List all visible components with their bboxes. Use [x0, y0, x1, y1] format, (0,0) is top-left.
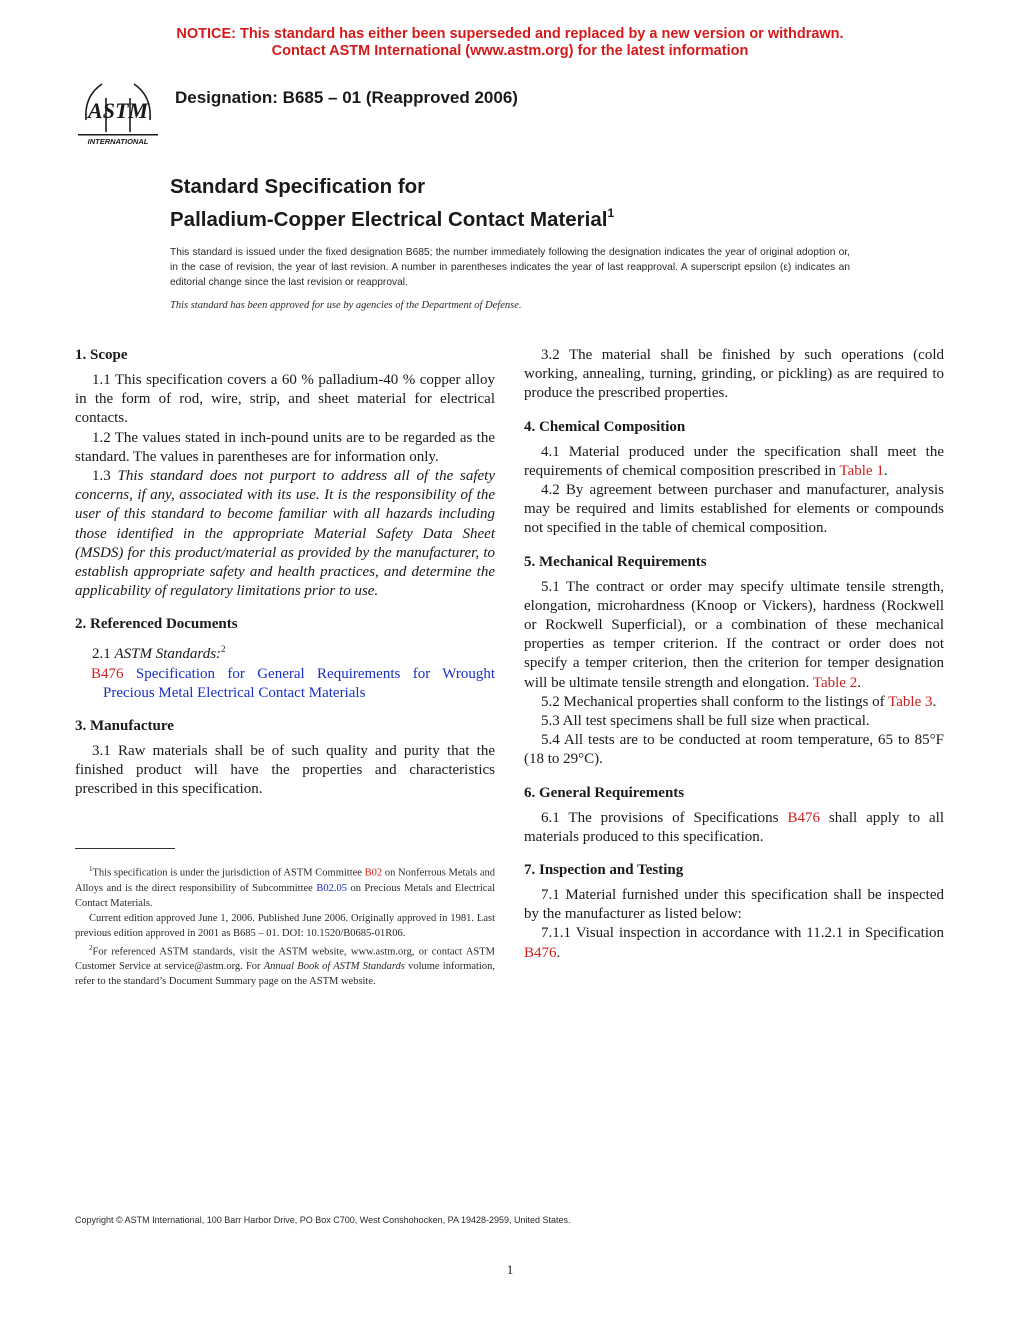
footnote-ref-2[interactable]: 2 [221, 644, 226, 655]
paragraph-4-1 [524, 443, 944, 481]
section-heading: 4. Chemical Composition [524, 418, 686, 435]
text: on Nonferrous Metals and Alloys and is the direct responsibility of Subcommittee [75, 867, 495, 894]
astm-standards-label: ASTM Standards: [114, 646, 222, 663]
paragraph-5-3: 5.3 All test specimens shall be full size when practical. [541, 713, 870, 730]
text: 5.2 Mechanical properties shall conform to the listings of [541, 693, 889, 710]
text: . [857, 674, 861, 691]
footnote-divider [75, 848, 175, 849]
paragraph-3-1: 3.1 Raw materials shall be of such quality and purity that the finished product will have the properties and characteristics prescribed in this specification. [75, 743, 495, 798]
section-scope [75, 346, 495, 601]
paragraph-1-1: 1.1 This specification covers a 60 % palladium-40 % copper alloy in the form of rod, wire, strip, and sheet material for electrical contacts. [75, 372, 495, 427]
footnote-marker: 2 [89, 943, 93, 952]
left-column [75, 346, 495, 814]
page-number: 1 [506, 1262, 514, 1277]
section-general-requirements [524, 784, 944, 847]
text: on Precious Metals and Electrical Contact Materials. [75, 882, 495, 909]
copyright: Copyright © ASTM International, 100 Barr Harbor Drive, PO Box C700, West Conshohocken, PA 19428-2959, United States. [75, 1215, 571, 1225]
footnote-marker: 1 [89, 865, 93, 873]
logo-subtext: INTERNATIONAL [87, 137, 149, 146]
text: 5.1 The contract or order may specify ultimate tensile strength, elongation, microhardness (Knoop or Vickers), hardness (Rockwell or Rockwell Superficial), or a combination of these mechanical properties as temper criterion. If the contract or order does not specify a temper criterion, then the criterion for temper designation will be ultimate tensile strength and elongation. [524, 578, 944, 691]
text: 6.1 The provisions of Specifications [541, 809, 788, 826]
paragraph-5-2 [524, 693, 944, 712]
notice-line-2: Contact ASTM International (www.astm.org) for the latest information [271, 43, 749, 59]
astm-logo [76, 76, 160, 148]
logo-text: ASTM [88, 98, 148, 123]
section-manufacture [75, 717, 495, 800]
table-3-link[interactable]: Table 3 [888, 693, 933, 710]
paragraph-1-2: 1.2 The values stated in inch-pound units are to be regarded as the standard. The values in parentheses are for information only. [75, 429, 495, 465]
annual-book-title: Annual Book of ASTM Standards [263, 961, 405, 972]
paragraph-6-1 [524, 809, 944, 847]
safety-caveat: This standard does not purport to address all of the safety concerns, if any, associated with its use. It is the responsibility of the user of this standard to become familiar with all hazards including those identified in the appropriate Material Safety Data Sheet (MSDS) for this product/material as provided by the manufacturer, to establish appropriate safety and health practices, and determine the applicability of regulatory limitations prior to use. [75, 468, 496, 600]
text: For referenced ASTM standards, visit the ASTM website, www.astm.org, or contact ASTM Customer Service at service@astm.org. For [75, 946, 495, 972]
text: 7.1.1 Visual inspection in accordance with 11.2.1 in Specification [541, 925, 944, 942]
committee-b02-link[interactable]: B02 [364, 867, 383, 879]
b476-link[interactable]: B476 [787, 809, 820, 826]
text: volume information, refer to the standard’s Document Summary page on the ASTM website. [75, 961, 495, 987]
section-heading: 2. Referenced Documents [75, 616, 238, 633]
text: shall apply to all materials produced to this specification. [524, 809, 944, 845]
paragraph-number: 1.3 [92, 468, 111, 485]
section-chemical-composition [524, 418, 944, 539]
section-heading: 7. Inspection and Testing [524, 862, 684, 879]
footnotes [75, 862, 495, 989]
section-inspection-testing [524, 861, 944, 963]
approved-note: This standard has been approved for use by agencies of the Department of Defense. [170, 300, 522, 311]
section-heading: 5. Mechanical Requirements [524, 553, 707, 570]
text: This specification is under the jurisdiction of ASTM Committee [92, 867, 365, 879]
right-column [524, 346, 944, 977]
reference-item-b476 [75, 665, 495, 703]
section-heading: 6. General Requirements [524, 784, 685, 801]
document-title [170, 174, 614, 233]
paragraph-7-1: 7.1 Material furnished under this specification shall be inspected by the manufacturer as listed below: [524, 887, 944, 923]
paragraph-2-1 [75, 640, 495, 664]
paragraph-5-4: 5.4 All tests are to be conducted at room temperature, 65 to 85°F (18 to 29°C). [524, 732, 944, 768]
section-referenced-documents [75, 615, 495, 703]
withdrawal-notice [0, 26, 1020, 60]
notice-line-1: NOTICE: This standard has either been superseded and replaced by a new version or withdrawn. [176, 26, 844, 42]
table-2-link[interactable]: Table 2 [812, 674, 858, 691]
section-mechanical-requirements [524, 553, 944, 770]
ref-link-b476[interactable]: B476 [91, 665, 124, 682]
text: . [932, 693, 937, 710]
title-line-2 [170, 200, 614, 233]
section-manufacture-cont [524, 346, 944, 404]
title-footnote-ref[interactable]: 1 [607, 206, 615, 220]
footnote-1-edition: Current edition approved June 1, 2006. Published June 2006. Originally approved in 1981. Last previous edition approved in 2001 as B685 – 01. DOI: 10.1520/B0685-01R06. [75, 912, 495, 939]
footnote-1 [75, 862, 495, 911]
ref-link-title[interactable]: Specification for General Requirements for Wrought Precious Metal Electrical Contact Materials [103, 665, 495, 701]
paragraph-7-1-1 [524, 924, 944, 962]
issued-note: This standard is issued under the fixed designation B685; the number immediately following the designation indicates the year of original adoption or, in the case of revision, the year of last revision. A number in parentheses indicates the year of last reapproval. A superscript epsilon (ε) indicates an editorial change since the last revision or reapproval. [170, 247, 850, 288]
text: . [556, 944, 561, 961]
table-1-link[interactable]: Table 1 [839, 462, 884, 479]
title-line-2-text: Palladium-Copper Electrical Contact Material [170, 208, 608, 231]
text: 4.1 Material produced under the specification shall meet the requirements of chemical composition prescribed in [524, 443, 944, 479]
text: . [883, 462, 888, 479]
paragraph-5-1 [524, 578, 944, 693]
paragraph-1-3 [75, 467, 495, 601]
section-heading: 3. Manufacture [75, 718, 174, 735]
b476-link[interactable]: B476 [524, 944, 557, 961]
paragraph-3-2: 3.2 The material shall be finished by such operations (cold working, annealing, turning, grinding, or pickling) as are required to produce the prescribed properties. [524, 347, 944, 402]
designation: Designation: B685 – 01 (Reapproved 2006) [175, 88, 518, 107]
footnote-2 [75, 941, 495, 990]
paragraph-number: 2.1 [92, 646, 111, 663]
subcommittee-b0205-link[interactable]: B02.05 [316, 882, 347, 894]
section-heading: 1. Scope [75, 347, 128, 363]
paragraph-4-2: 4.2 By agreement between purchaser and manufacturer, analysis may be required and limits established for elements or compounds not specified in the table of chemical composition. [524, 482, 944, 537]
title-line-1: Standard Specification for [170, 175, 426, 198]
